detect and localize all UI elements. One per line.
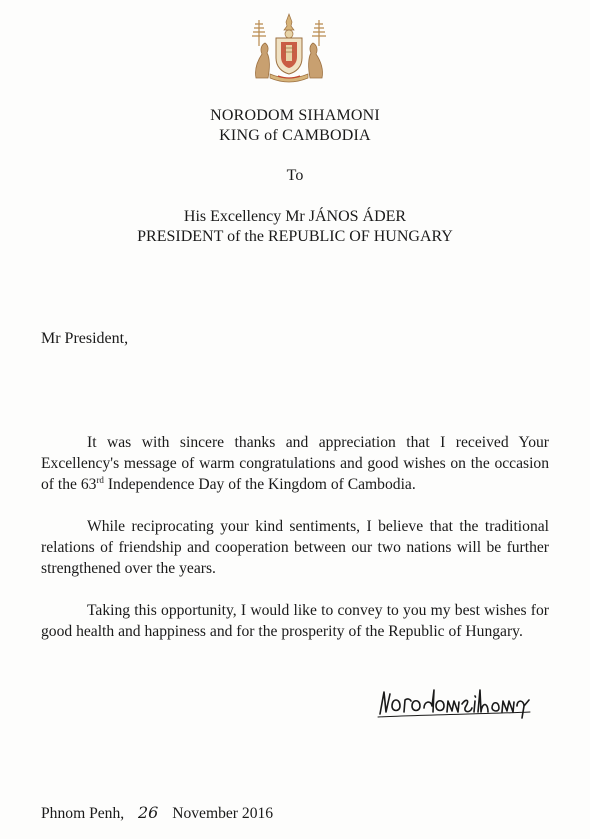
- to-line: To: [286, 167, 304, 184]
- salutation: Mr President,: [41, 330, 129, 347]
- handwritten-signature: [374, 684, 534, 720]
- date-day-handwritten: 26: [138, 803, 159, 822]
- body-paragraph-1-text-end: Independence Day of the Kingdom of Cambodia.: [103, 476, 416, 493]
- body-paragraph-3: Taking this opportunity, I would like to convey to you my best wishes for good health and happiness and for the prosperity of the Republic of Hungary.: [41, 602, 549, 640]
- date-month-year: November 2016: [172, 805, 274, 822]
- date-line: [41, 803, 273, 823]
- body-paragraph-1: [41, 432, 549, 495]
- sender-name: NORODOM SIHAMONI: [210, 107, 380, 124]
- royal-arms-of-cambodia-icon: [248, 12, 330, 84]
- body-paragraph-2: While reciprocating your kind sentiments, I believe that the traditional relations of friendship and cooperation between our two nations will be further strengthened over the years.: [41, 518, 549, 577]
- sender-title: KING of CAMBODIA: [219, 127, 371, 144]
- date-place: Phnom Penh,: [41, 805, 125, 822]
- body-paragraph-1-text: It was with sincere thanks and appreciation that I received Your Excellency's message of warm congratulations and good wishes on the occasion of the 63: [41, 434, 549, 493]
- recipient-name: His Excellency Mr JÁNOS ÁDER: [183, 208, 407, 225]
- recipient-title: PRESIDENT of the REPUBLIC OF HUNGARY: [137, 228, 453, 245]
- ordinal-suffix: rd: [96, 474, 104, 485]
